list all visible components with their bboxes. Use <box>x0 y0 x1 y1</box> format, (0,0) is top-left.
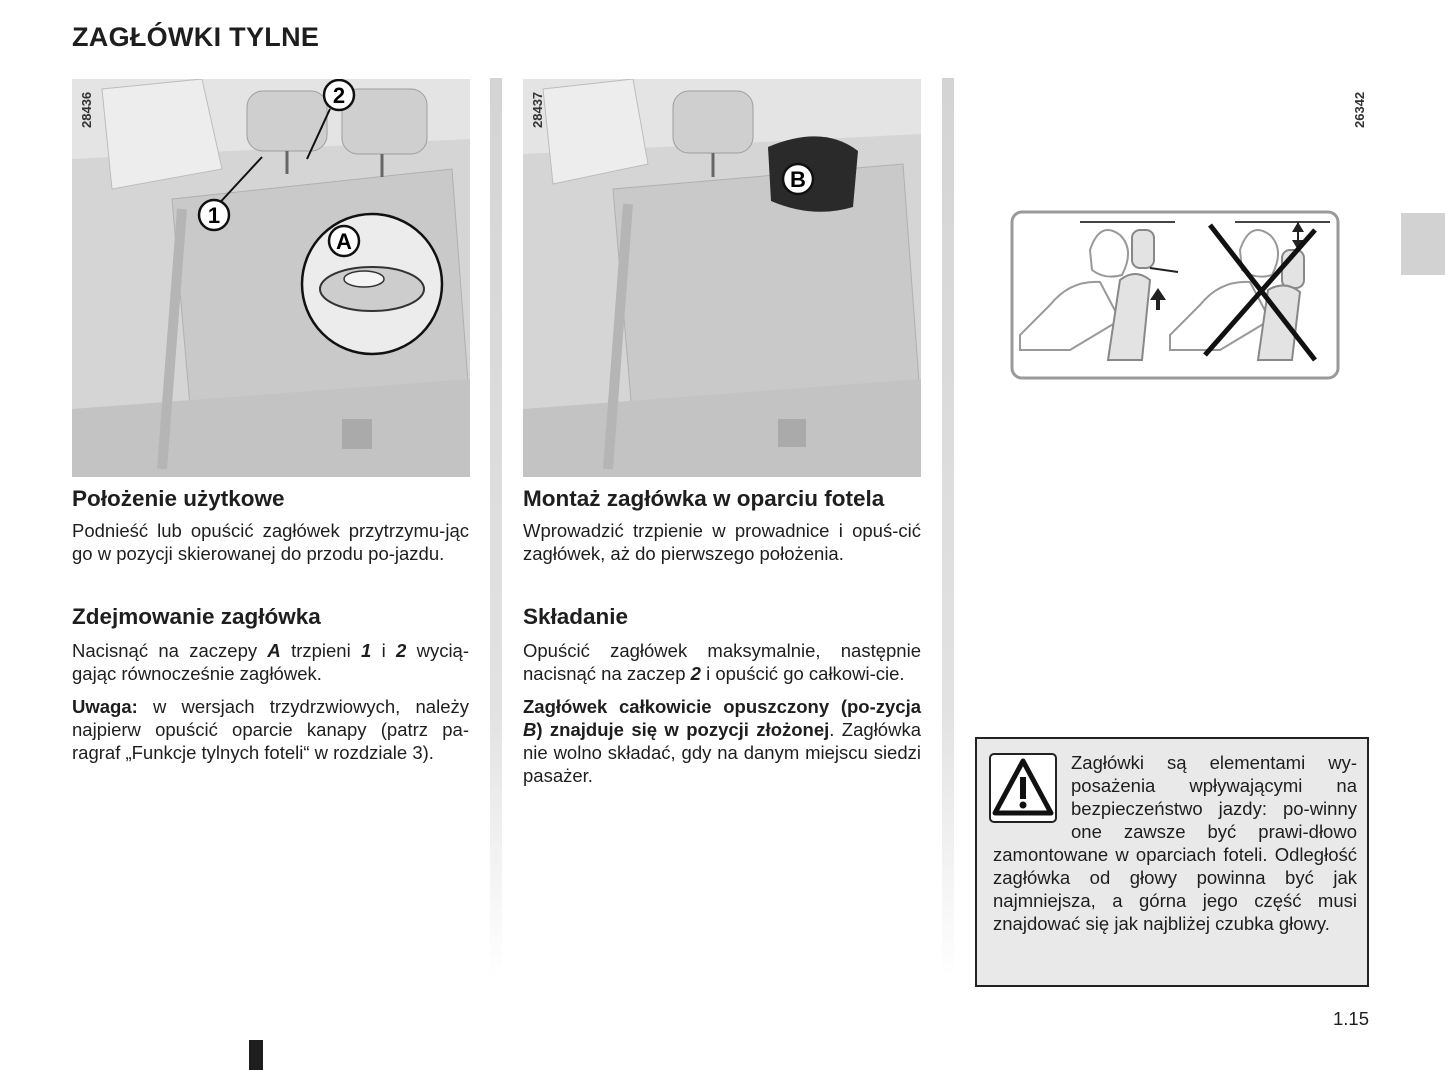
section-heading: Montaż zagłówka w oparciu fotela <box>523 486 885 511</box>
correct-vs-incorrect-headrest-diagram <box>1010 210 1340 380</box>
image-code: 28436 <box>79 91 94 128</box>
page-number: 1.15 <box>1333 1008 1370 1029</box>
marker-a: A <box>267 640 281 661</box>
section-paragraph: Nacisnąć na zaczepy A trzpieni 1 i 2 wycią-gając równocześnie zagłówek. <box>72 640 470 684</box>
image-code: 28437 <box>530 91 545 128</box>
callout-a: A <box>336 229 352 254</box>
image-code: 26342 <box>1352 91 1367 128</box>
column-divider <box>942 78 954 978</box>
page-title: ZAGŁÓWKI TYLNE <box>72 22 320 52</box>
edge-marker <box>249 1040 263 1070</box>
marker-1: 1 <box>361 640 372 661</box>
marker-2: 2 <box>396 640 407 661</box>
callout-2: 2 <box>332 83 346 108</box>
callout-1: 1 <box>207 203 221 228</box>
column-2-text <box>523 484 921 787</box>
section-heading: Zdejmowanie zagłówka <box>72 604 321 629</box>
warning-content <box>993 751 1357 935</box>
column-1-text <box>72 484 469 764</box>
warning-box <box>975 737 1369 987</box>
folded-headrest-illustration <box>523 79 921 477</box>
warning-paragraph: Zagłówek całkowicie opuszczony (po-zycja B) znajduje się w pozycji złożonej. Zagłówka nie wolno składać, gdy na danym miejscu siedzi pasażer. <box>523 696 921 786</box>
section-paragraph: Wprowadzić trzpienie w prowadnice i opuś-cić zagłówek, aż do pierwszego położenia. <box>523 520 921 564</box>
section-paragraph: Podnieść lub opuścić zagłówek przytrzymu-jąc go w pozycji skierowanej do przodu po-jazdu. <box>72 520 469 564</box>
warning-text: Zagłówki są elementami wy-posażenia wpływającymi na bezpieczeństwo jazdy: po-winny one zawsze być prawi-dłowo zamontowane w oparciach foteli. Odległość zagłówka od głowy powinna być jak najmniejsza, a górna jego część musi znajdować się jak najbliżej czubka głowy. <box>993 752 1357 934</box>
section-heading: Składanie <box>523 604 629 629</box>
marker-2: 2 <box>690 663 701 684</box>
rear-seat-illustration <box>72 79 470 477</box>
section-heading: Położenie użytkowe <box>72 486 285 511</box>
rear-seat-photo-1 <box>72 79 470 477</box>
headrest-position-diagram <box>1010 210 1340 380</box>
chapter-tab <box>1401 213 1445 275</box>
column-divider <box>490 78 502 978</box>
callout-b: B <box>790 167 806 192</box>
marker-b: B <box>523 719 537 740</box>
section-paragraph: Opuścić zagłówek maksymalnie, następnie nacisnąć na zaczep 2 i opuścić go całkowi-cie. <box>523 640 921 684</box>
note-paragraph: Uwaga: w wersjach trzydrzwiowych, należy najpierw opuścić oparcie kanapy (patrz pa-ragraf „Funkcje tylnych foteli“ w rozdziale 3). <box>72 696 469 763</box>
rear-seat-photo-2 <box>523 79 921 477</box>
warning-triangle-icon <box>989 753 1057 823</box>
